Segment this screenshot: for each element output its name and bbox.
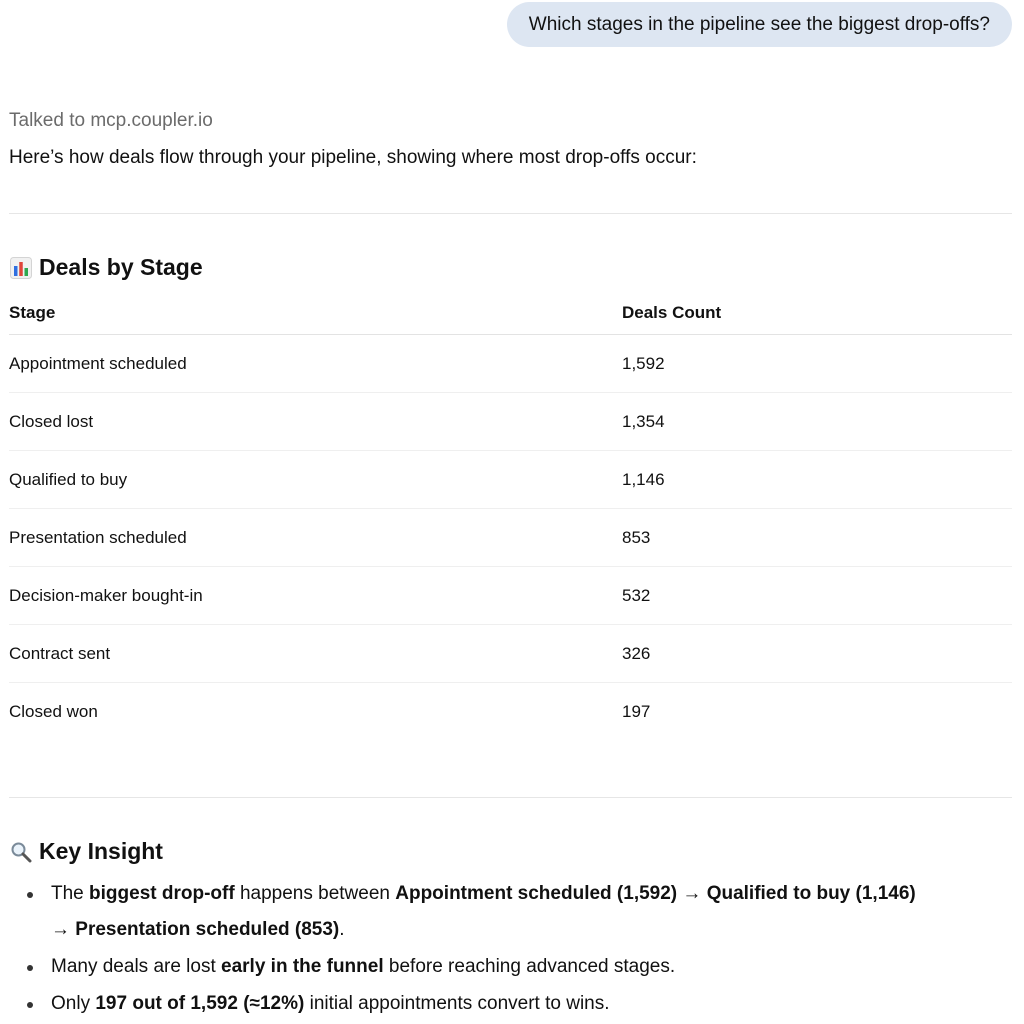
magnifier-icon xyxy=(9,840,33,864)
divider-middle xyxy=(9,797,1012,798)
count-cell: 853 xyxy=(622,509,1012,567)
bar-chart-icon xyxy=(9,256,33,280)
insight-emphasis: 197 out of 1,592 (≈12%) xyxy=(95,993,305,1014)
table-row xyxy=(9,509,1012,567)
count-cell: 1,354 xyxy=(622,393,1012,451)
stage-cell: Qualified to buy xyxy=(9,451,622,509)
insight-emphasis: biggest drop-off xyxy=(89,883,235,904)
table-row xyxy=(9,625,1012,683)
count-cell: 1,592 xyxy=(622,335,1012,393)
insight-emphasis: Presentation scheduled (853) xyxy=(75,919,340,940)
insight-text: The xyxy=(51,883,90,904)
insight-item xyxy=(22,949,1012,985)
deals-heading-text: Deals by Stage xyxy=(39,254,203,280)
count-cell: 197 xyxy=(622,701,651,721)
table-row xyxy=(9,393,1012,451)
count-cell: 1,146 xyxy=(622,451,1012,509)
user-message-text: Which stages in the pipeline see the biggest drop-offs? xyxy=(528,13,990,35)
tool-status[interactable]: Talked to mcp.coupler.io xyxy=(9,110,213,131)
insight-heading xyxy=(9,838,163,865)
assistant-intro: Here’s how deals flow through your pipeline, showing where most drop-offs occur: xyxy=(9,147,697,168)
insight-text: . xyxy=(339,919,345,940)
deals-heading xyxy=(9,254,203,281)
insight-heading-text: Key Insight xyxy=(39,838,163,864)
insight-text: Only xyxy=(51,993,96,1014)
stage-cell: Appointment scheduled xyxy=(9,335,622,393)
insight-emphasis: Appointment scheduled (1,592) xyxy=(395,883,678,904)
insight-text: before reaching advanced stages. xyxy=(383,956,676,977)
stage-cell: Closed won xyxy=(9,701,98,721)
insight-emphasis: Qualified to buy (1,146) xyxy=(706,883,916,904)
deals-table xyxy=(9,292,1012,740)
insight-text: happens between xyxy=(234,883,396,904)
arrow-icon: → xyxy=(677,883,707,904)
stage-cell: Contract sent xyxy=(9,625,622,683)
count-cell: 326 xyxy=(622,625,1012,683)
stage-cell: Decision-maker bought-in xyxy=(9,567,622,625)
table-row xyxy=(9,567,1012,625)
stage-cell: Closed lost xyxy=(9,393,622,451)
table-row xyxy=(9,683,1012,741)
user-message-bubble xyxy=(507,2,1012,47)
table-row xyxy=(9,451,1012,509)
stage-cell: Presentation scheduled xyxy=(9,509,622,567)
insight-text: initial appointments convert to wins. xyxy=(304,993,610,1014)
insight-item xyxy=(22,876,1012,948)
column-header-count: Deals Count xyxy=(622,292,1012,335)
table-row xyxy=(9,335,1012,393)
arrow-icon: → xyxy=(51,919,76,940)
column-header-stage: Stage xyxy=(9,292,622,335)
divider-top xyxy=(9,213,1012,214)
count-cell: 532 xyxy=(622,567,1012,625)
insight-list xyxy=(22,876,1012,1023)
table-header-row xyxy=(9,292,1012,335)
insight-emphasis: early in the funnel xyxy=(221,956,384,977)
insight-item xyxy=(22,986,1012,1022)
insight-text: Many deals are lost xyxy=(51,956,222,977)
